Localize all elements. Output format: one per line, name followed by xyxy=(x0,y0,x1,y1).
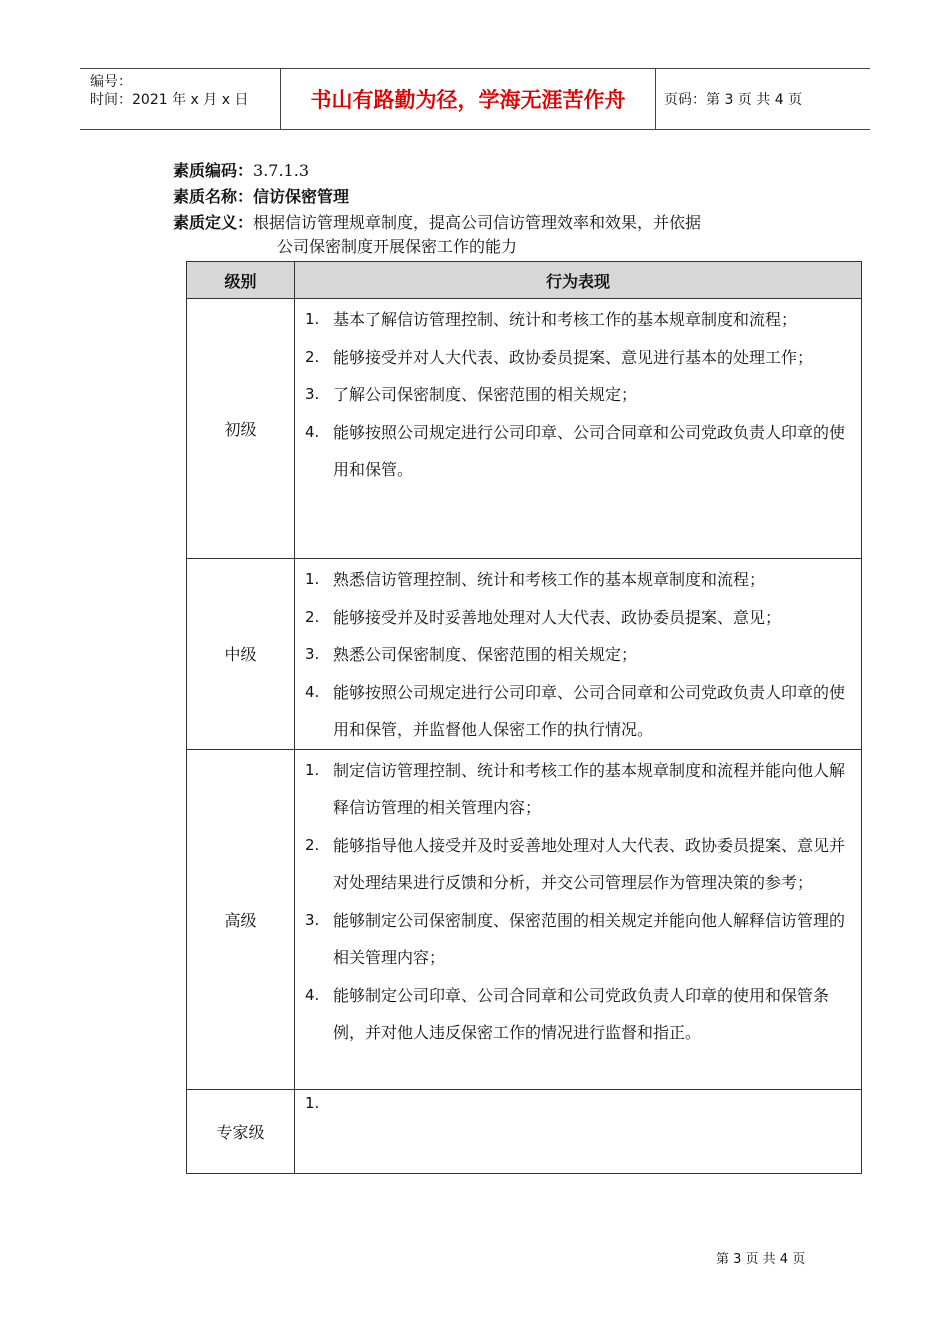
page-header xyxy=(80,68,870,130)
competency-name xyxy=(173,185,349,209)
def-line-2: 公司保密制度开展保密工作的能力 xyxy=(277,237,518,256)
list-item: 4. 能够按照公司规定进行公司印章、公司合同章和公司党政负责人印章的使用和保管，并监督他人保密工作的执行情况。 xyxy=(305,682,846,739)
list-item: 3. 能够制定公司保密制度、保密范围的相关规定并能向他人解释信访管理的相关管理内容； xyxy=(305,910,846,967)
list-item: 2. 能够指导他人接受并及时妥善地处理对人大代表、政协委员提案、意见并对处理结果进行反馈和分析，并交公司管理层作为管理决策的参考； xyxy=(305,835,846,892)
level-cell: 中级 xyxy=(187,559,295,750)
list-item: 4. 能够制定公司印章、公司合同章和公司党政负责人印章的使用和保管条例，并对他人违反保密工作的情况进行监督和指正。 xyxy=(305,985,830,1042)
list-item: 1. 制定信访管理控制、统计和考核工作的基本规章制度和流程并能向他人解释信访管理的相关管理内容； xyxy=(305,760,846,817)
list-item: 1. 基本了解信访管理控制、统计和考核工作的基本规章制度和流程； xyxy=(305,310,798,329)
table-row xyxy=(187,1089,862,1173)
list-item: 4. 能够按照公司规定进行公司印章、公司合同章和公司党政负责人印章的使用和保管。 xyxy=(305,422,846,479)
behavior-table xyxy=(186,261,862,1174)
competency-code xyxy=(173,159,309,183)
column-header-level: 级别 xyxy=(187,262,295,299)
table-row xyxy=(187,749,862,1089)
table-header-row xyxy=(187,262,862,299)
behavior-cell xyxy=(295,749,862,1089)
list-item: 2. 能够接受并及时妥善地处理对人大代表、政协委员提案、意见； xyxy=(305,607,782,627)
name-key: 素质名称： xyxy=(173,187,254,206)
behavior-cell xyxy=(295,299,862,559)
level-cell: 专家级 xyxy=(187,1089,295,1173)
header-meta xyxy=(80,69,280,129)
table-row xyxy=(187,559,862,750)
level-cell: 高级 xyxy=(187,749,295,1089)
list-item: 1. 熟悉信访管理控制、统计和考核工作的基本规章制度和流程； xyxy=(305,570,766,589)
behavior-cell: 1. xyxy=(295,1089,862,1173)
page-footer: 第 3 页 共 4 页 xyxy=(716,1252,806,1267)
code-value: 3.7.1.3 xyxy=(253,161,309,180)
doc-number-label: 编号： xyxy=(90,74,132,90)
level-cell: 初级 xyxy=(187,299,295,559)
behavior-cell xyxy=(295,559,862,750)
list-item: 3. 熟悉公司保密制度、保密范围的相关规定； xyxy=(305,645,638,664)
list-item: 2. 能够接受并对人大代表、政协委员提案、意见进行基本的处理工作； xyxy=(305,347,814,367)
header-page-info: 页码：第 3 页 共 4 页 xyxy=(664,92,803,108)
competency-definition xyxy=(173,211,701,235)
column-header-behavior: 行为表现 xyxy=(295,262,862,299)
table-row xyxy=(187,299,862,559)
def-key: 素质定义： xyxy=(173,213,254,232)
list-item: 3. 了解公司保密制度、保密范围的相关规定； xyxy=(305,385,638,404)
header-motto: 书山有路勤为径，学海无涯苦作舟 xyxy=(280,69,656,129)
name-value: 信访保密管理 xyxy=(253,187,350,206)
doc-time-label: 时间：2021 年 x 月 x 日 xyxy=(90,92,249,108)
code-key: 素质编码： xyxy=(173,161,254,180)
def-line-1: 根据信访管理规章制度，提高公司信访管理效率和效果，并依据 xyxy=(253,213,702,232)
